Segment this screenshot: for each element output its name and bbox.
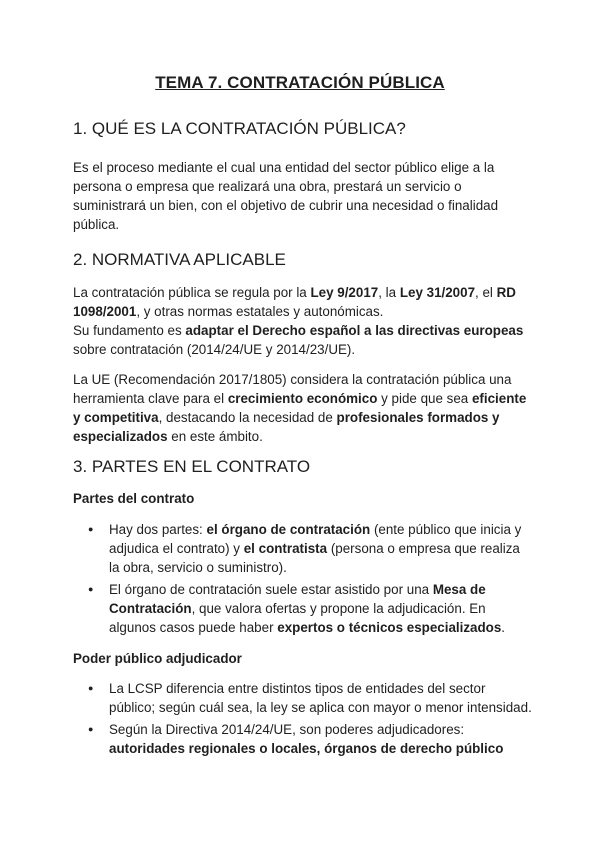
list-item: ● El órgano de contratación suele estar asistido por una Mesa de Contratación, que valora ofertas y propone la adjudicación. En algunos casos puede haber expertos o técnicos especializados. xyxy=(73,580,533,637)
list-partes-del-contrato xyxy=(73,520,533,640)
subsection-poder-publico-adjudicador: Poder público adjudicador xyxy=(73,651,242,666)
section-3-heading: 3. PARTES EN EL CONTRATO xyxy=(73,457,311,476)
section-1-paragraph: Es el proceso mediante el cual una entidad del sector público elige a la persona o empresa que realizará una obra, prestará un servicio o suministrará un bien, con el objetivo de cubrir una necesidad o finalidad pública. xyxy=(73,160,499,232)
list-poder-publico xyxy=(73,679,533,761)
list-item: ● Según la Directiva 2014/24/UE, son poderes adjudicadores: autoridades regionales o locales, órganos de derecho público xyxy=(73,720,533,758)
section-2-heading: 2. NORMATIVA APLICABLE xyxy=(73,250,286,269)
document-title: TEMA 7. CONTRATACIÓN PÚBLICA xyxy=(155,73,445,92)
section-2-paragraph-1: La contratación pública se regula por la Ley 9/2017, la Ley 31/2007, el RD 1098/2001, y otras normas estatales y autonómicas. Su fundamento es adaptar el Derecho español a las directivas europeas sobre contratación (2014/24/UE y 2014/23/UE). xyxy=(73,285,524,357)
section-2-paragraph-2: La UE (Recomendación 2017/1805) considera la contratación pública una herramienta clave para el crecimiento económico y pide que sea eficiente y competitiva, destacando la necesidad de profesionales formados y especializados en este ámbito. xyxy=(73,372,527,444)
list-item: ● Hay dos partes: el órgano de contratación (ente público que inicia y adjudica el contrato) y el contratista (persona o empresa que realiza la obra, servicio o suministro). xyxy=(73,520,533,577)
subsection-partes-del-contrato: Partes del contrato xyxy=(73,491,195,506)
section-1-heading: 1. QUÉ ES LA CONTRATACIÓN PÚBLICA? xyxy=(73,119,406,138)
list-item: ● La LCSP diferencia entre distintos tipos de entidades del sector público; según cuál sea, la ley se aplica con mayor o menor intensidad. xyxy=(73,679,533,717)
